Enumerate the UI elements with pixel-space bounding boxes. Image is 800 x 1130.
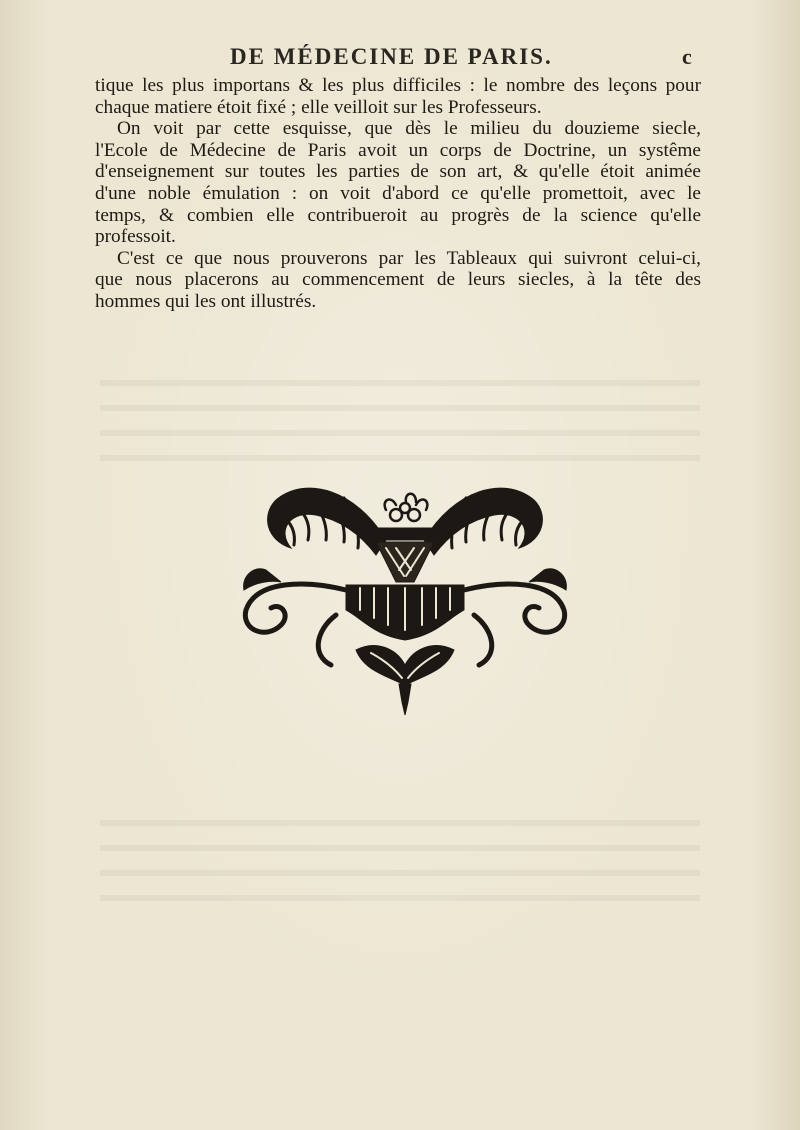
text-line: l'Ecole de Médecine de Paris avoit un corps de Doctrine, un systême [95,139,701,161]
text-line: chaque matiere étoit fixé ; elle veilloit sur les Professeurs. [95,96,542,118]
text-line: d'enseignement sur toutes les parties de son art, & qu'elle étoit animée [95,161,701,183]
text-line: d'une noble émulation : on voit d'abord ce qu'elle promettoit, avec le [95,182,701,204]
body-text [95,75,701,313]
page-number: c [682,44,692,69]
text-line: que nous placerons au commencement de leurs siecles, à la tête des [95,269,701,291]
paragraph-1 [95,75,701,118]
text-line: hommes qui les ont illustrés. [95,290,317,312]
page-header [222,44,782,78]
running-title: DE MÉDECINE DE PARIS. [230,44,553,69]
text-line: temps, & combien elle contribueroit au progrès de la science qu'elle [95,204,701,226]
text-line: professoit. [95,226,176,248]
paragraph-2 [95,118,701,248]
text-line: On voit par cette esquisse, que dès le milieu du douzieme siecle, [117,118,701,140]
paragraph-3 [95,248,701,313]
text-line: tique les plus importans & les plus difficiles : le nombre des leçons pour [95,75,701,96]
text-line: C'est ce que nous prouverons par les Tableaux qui suivront celui-ci, [117,247,701,269]
fleuron-basket-acanthus-icon [236,470,574,720]
